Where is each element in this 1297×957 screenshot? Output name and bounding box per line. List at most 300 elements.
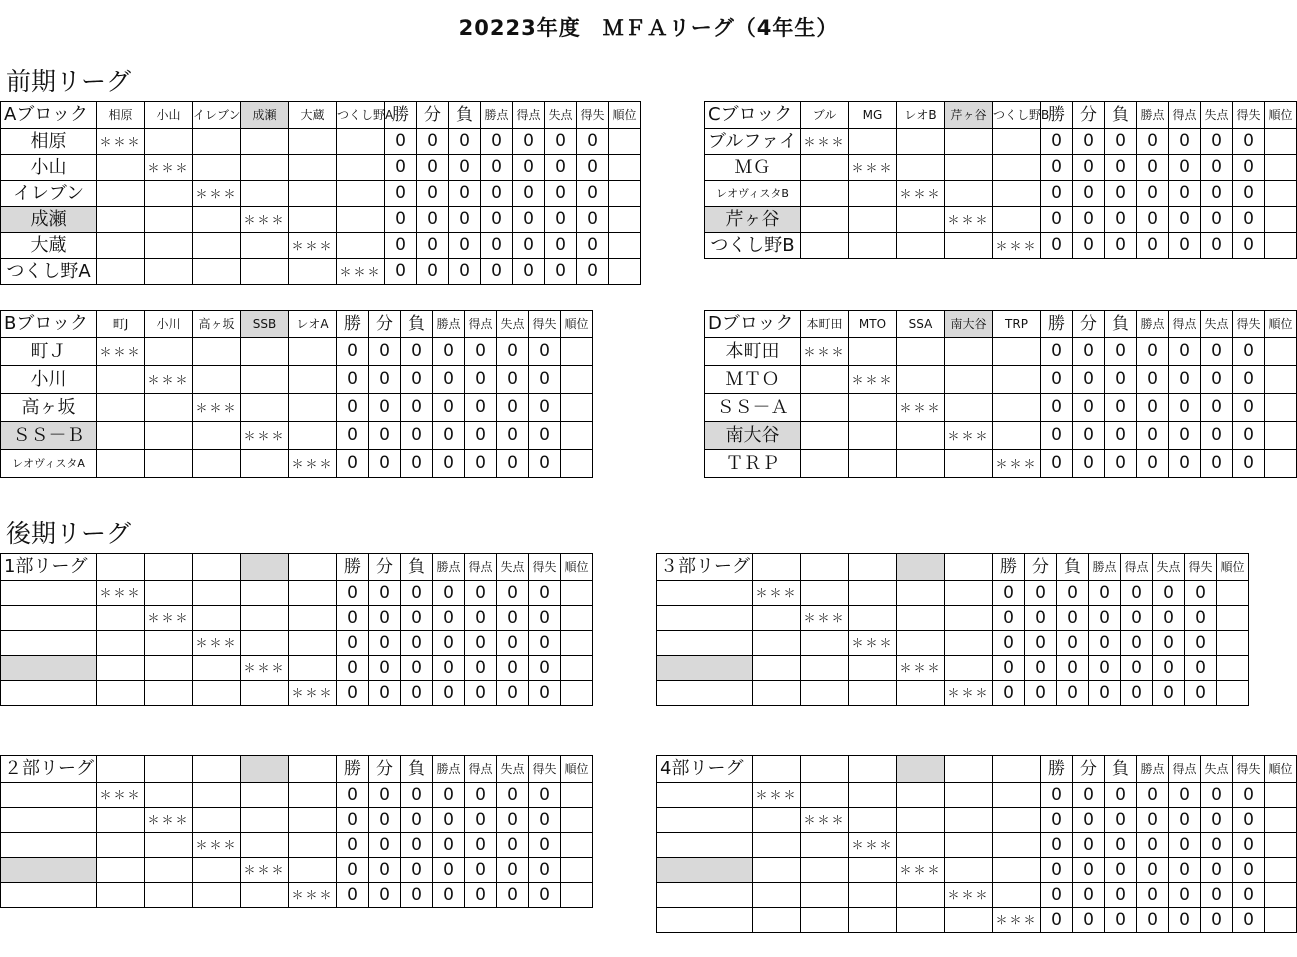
stat-value: 0 bbox=[1185, 581, 1217, 606]
match-cell bbox=[289, 422, 337, 450]
stat-value: 0 bbox=[1121, 681, 1153, 706]
stat-value: 0 bbox=[497, 808, 529, 833]
stat-value: 0 bbox=[465, 338, 497, 366]
match-cell bbox=[945, 129, 993, 155]
team-name: 相原 bbox=[1, 129, 97, 155]
table-row bbox=[705, 129, 1297, 155]
match-cell bbox=[849, 808, 897, 833]
team-name bbox=[1, 581, 97, 606]
stat-value: 0 bbox=[1025, 606, 1057, 631]
stat-value: 0 bbox=[385, 207, 417, 233]
match-cell bbox=[337, 155, 385, 181]
match-cell bbox=[97, 155, 145, 181]
opponent-header: 芹ヶ谷 bbox=[945, 102, 993, 129]
match-cell bbox=[241, 883, 289, 908]
stat-value: 0 bbox=[1041, 858, 1073, 883]
stat-value: 0 bbox=[497, 450, 529, 478]
opponent-header bbox=[145, 756, 193, 783]
stat-value: 0 bbox=[369, 656, 401, 681]
match-cell bbox=[897, 338, 945, 366]
self-match-cell: ＊＊＊ bbox=[849, 366, 897, 394]
table-row bbox=[657, 631, 1249, 656]
stat-header: 分 bbox=[1025, 554, 1057, 581]
stat-value: 0 bbox=[1233, 366, 1265, 394]
rank-cell bbox=[1265, 233, 1297, 259]
stat-value: 0 bbox=[433, 656, 465, 681]
stat-value: 0 bbox=[1057, 681, 1089, 706]
stat-value: 0 bbox=[529, 422, 561, 450]
stat-value: 0 bbox=[497, 366, 529, 394]
rank-cell bbox=[561, 858, 593, 883]
league-table-l4 bbox=[656, 755, 1297, 933]
block-label: ３部リーグ bbox=[657, 554, 753, 581]
match-cell bbox=[145, 338, 193, 366]
match-cell bbox=[897, 366, 945, 394]
stat-value: 0 bbox=[481, 181, 513, 207]
match-cell bbox=[897, 808, 945, 833]
table-row bbox=[705, 207, 1297, 233]
self-match-cell: ＊＊＊ bbox=[241, 858, 289, 883]
table-row bbox=[1, 783, 593, 808]
rank-cell bbox=[561, 450, 593, 478]
stat-value: 0 bbox=[1105, 394, 1137, 422]
stat-value: 0 bbox=[1201, 833, 1233, 858]
match-cell bbox=[193, 233, 241, 259]
match-cell bbox=[289, 808, 337, 833]
stat-value: 0 bbox=[401, 883, 433, 908]
team-name bbox=[657, 606, 753, 631]
team-name: 成瀬 bbox=[1, 207, 97, 233]
table-row bbox=[705, 366, 1297, 394]
stat-value: 0 bbox=[465, 422, 497, 450]
stat-value: 0 bbox=[1201, 181, 1233, 207]
stat-value: 0 bbox=[545, 155, 577, 181]
match-cell bbox=[993, 207, 1041, 233]
match-cell bbox=[801, 833, 849, 858]
block-label: 1部リーグ bbox=[1, 554, 97, 581]
opponent-header bbox=[289, 756, 337, 783]
table-row bbox=[1, 450, 593, 478]
opponent-header bbox=[945, 554, 993, 581]
self-match-cell: ＊＊＊ bbox=[289, 681, 337, 706]
match-cell bbox=[289, 656, 337, 681]
stat-value: 0 bbox=[1169, 858, 1201, 883]
match-cell bbox=[945, 450, 993, 478]
stat-value: 0 bbox=[993, 581, 1025, 606]
team-name bbox=[1, 656, 97, 681]
stat-value: 0 bbox=[497, 631, 529, 656]
match-cell bbox=[337, 129, 385, 155]
stat-value: 0 bbox=[545, 181, 577, 207]
match-cell bbox=[801, 883, 849, 908]
match-cell bbox=[897, 883, 945, 908]
stat-header: 勝点 bbox=[433, 756, 465, 783]
match-cell bbox=[993, 883, 1041, 908]
rank-cell bbox=[1265, 181, 1297, 207]
early-league-heading: 前期リーグ bbox=[6, 67, 132, 96]
match-cell bbox=[241, 366, 289, 394]
stat-header: 得点 bbox=[1169, 311, 1201, 338]
stat-header: 順位 bbox=[561, 311, 593, 338]
opponent-header: MTO bbox=[849, 311, 897, 338]
stat-value: 0 bbox=[337, 450, 369, 478]
stat-value: 0 bbox=[401, 606, 433, 631]
rank-cell bbox=[1265, 450, 1297, 478]
stat-value: 0 bbox=[433, 366, 465, 394]
stat-value: 0 bbox=[401, 681, 433, 706]
match-cell bbox=[801, 450, 849, 478]
stat-value: 0 bbox=[1041, 908, 1073, 933]
stat-value: 0 bbox=[1233, 129, 1265, 155]
stat-value: 0 bbox=[465, 606, 497, 631]
stat-header: 順位 bbox=[1265, 756, 1297, 783]
match-cell bbox=[97, 207, 145, 233]
rank-cell bbox=[1265, 394, 1297, 422]
match-cell bbox=[801, 207, 849, 233]
stat-value: 0 bbox=[465, 883, 497, 908]
rank-cell bbox=[609, 129, 641, 155]
opponent-header bbox=[849, 554, 897, 581]
match-cell bbox=[193, 656, 241, 681]
rank-cell bbox=[1217, 581, 1249, 606]
stat-value: 0 bbox=[1025, 631, 1057, 656]
stat-value: 0 bbox=[497, 581, 529, 606]
match-cell bbox=[337, 181, 385, 207]
stat-value: 0 bbox=[449, 233, 481, 259]
team-name bbox=[657, 908, 753, 933]
stat-value: 0 bbox=[1201, 422, 1233, 450]
table-row bbox=[657, 858, 1297, 883]
team-name: 小川 bbox=[1, 366, 97, 394]
self-match-cell: ＊＊＊ bbox=[193, 394, 241, 422]
self-match-cell: ＊＊＊ bbox=[897, 181, 945, 207]
stat-value: 0 bbox=[1137, 883, 1169, 908]
table-row bbox=[1, 808, 593, 833]
stat-header: 分 bbox=[369, 554, 401, 581]
match-cell bbox=[97, 656, 145, 681]
match-cell bbox=[193, 422, 241, 450]
stat-value: 0 bbox=[465, 394, 497, 422]
stat-value: 0 bbox=[369, 338, 401, 366]
stat-value: 0 bbox=[401, 450, 433, 478]
stat-header: 勝点 bbox=[1137, 756, 1169, 783]
stat-header: 負 bbox=[1105, 311, 1137, 338]
stat-value: 0 bbox=[1041, 129, 1073, 155]
stat-value: 0 bbox=[417, 129, 449, 155]
team-name: 大蔵 bbox=[1, 233, 97, 259]
stat-header: 得失 bbox=[529, 756, 561, 783]
table-row bbox=[657, 833, 1297, 858]
stat-value: 0 bbox=[1121, 631, 1153, 656]
stat-value: 0 bbox=[1105, 338, 1137, 366]
stat-value: 0 bbox=[1121, 581, 1153, 606]
stat-value: 0 bbox=[1169, 129, 1201, 155]
self-match-cell: ＊＊＊ bbox=[193, 833, 241, 858]
stat-value: 0 bbox=[529, 681, 561, 706]
stat-value: 0 bbox=[1169, 366, 1201, 394]
self-match-cell: ＊＊＊ bbox=[97, 338, 145, 366]
stat-value: 0 bbox=[1073, 422, 1105, 450]
stat-header: 順位 bbox=[561, 554, 593, 581]
stat-header: 得点 bbox=[1169, 756, 1201, 783]
stat-value: 0 bbox=[1137, 833, 1169, 858]
stat-value: 0 bbox=[481, 233, 513, 259]
stat-value: 0 bbox=[1105, 366, 1137, 394]
stat-value: 0 bbox=[1073, 338, 1105, 366]
stat-value: 0 bbox=[513, 233, 545, 259]
rank-cell bbox=[561, 783, 593, 808]
stat-value: 0 bbox=[1073, 155, 1105, 181]
stat-header: 分 bbox=[1073, 102, 1105, 129]
stat-value: 0 bbox=[497, 883, 529, 908]
stat-value: 0 bbox=[1233, 422, 1265, 450]
match-cell bbox=[849, 450, 897, 478]
team-name: ＭＧ bbox=[705, 155, 801, 181]
opponent-header bbox=[97, 554, 145, 581]
stat-header: 失点 bbox=[545, 102, 577, 129]
block-label: Cブロック bbox=[705, 102, 801, 129]
match-cell bbox=[849, 338, 897, 366]
stat-value: 0 bbox=[529, 783, 561, 808]
stat-header: 得失 bbox=[1233, 311, 1265, 338]
match-cell bbox=[849, 129, 897, 155]
stat-value: 0 bbox=[1201, 366, 1233, 394]
table-row bbox=[1, 338, 593, 366]
stat-value: 0 bbox=[417, 207, 449, 233]
stat-value: 0 bbox=[401, 338, 433, 366]
match-cell bbox=[241, 631, 289, 656]
stat-value: 0 bbox=[369, 883, 401, 908]
match-cell bbox=[193, 808, 241, 833]
stat-header: 分 bbox=[1073, 756, 1105, 783]
match-cell bbox=[993, 338, 1041, 366]
stat-value: 0 bbox=[529, 338, 561, 366]
table-row bbox=[1, 606, 593, 631]
stat-value: 0 bbox=[1201, 394, 1233, 422]
self-match-cell: ＊＊＊ bbox=[97, 783, 145, 808]
stat-value: 0 bbox=[1233, 394, 1265, 422]
match-cell bbox=[97, 181, 145, 207]
stat-value: 0 bbox=[369, 366, 401, 394]
opponent-header: MG bbox=[849, 102, 897, 129]
team-name: 小山 bbox=[1, 155, 97, 181]
match-cell bbox=[945, 808, 993, 833]
match-cell bbox=[145, 181, 193, 207]
match-cell bbox=[289, 394, 337, 422]
stat-value: 0 bbox=[1169, 394, 1201, 422]
stat-value: 0 bbox=[1169, 883, 1201, 908]
stat-value: 0 bbox=[1073, 207, 1105, 233]
team-name bbox=[657, 808, 753, 833]
match-cell bbox=[193, 129, 241, 155]
stat-header: 失点 bbox=[1153, 554, 1185, 581]
stat-value: 0 bbox=[1233, 181, 1265, 207]
opponent-header: イレブン bbox=[193, 102, 241, 129]
stat-value: 0 bbox=[401, 631, 433, 656]
stat-value: 0 bbox=[993, 606, 1025, 631]
stat-value: 0 bbox=[577, 181, 609, 207]
stat-value: 0 bbox=[1073, 366, 1105, 394]
team-name bbox=[1, 631, 97, 656]
stat-value: 0 bbox=[1105, 858, 1137, 883]
stat-value: 0 bbox=[433, 858, 465, 883]
stat-header: 得点 bbox=[1169, 102, 1201, 129]
stat-value: 0 bbox=[369, 783, 401, 808]
match-cell bbox=[897, 783, 945, 808]
stat-value: 0 bbox=[1041, 181, 1073, 207]
rank-cell bbox=[1265, 207, 1297, 233]
stat-value: 0 bbox=[1137, 783, 1169, 808]
self-match-cell: ＊＊＊ bbox=[849, 155, 897, 181]
stat-value: 0 bbox=[1233, 833, 1265, 858]
rank-cell bbox=[561, 606, 593, 631]
stat-value: 0 bbox=[1169, 808, 1201, 833]
stat-value: 0 bbox=[529, 450, 561, 478]
table-row bbox=[1, 366, 593, 394]
stat-value: 0 bbox=[1137, 450, 1169, 478]
stat-value: 0 bbox=[385, 155, 417, 181]
team-name bbox=[1, 833, 97, 858]
stat-value: 0 bbox=[1073, 450, 1105, 478]
match-cell bbox=[897, 631, 945, 656]
stat-value: 0 bbox=[1073, 858, 1105, 883]
stat-value: 0 bbox=[513, 129, 545, 155]
stat-value: 0 bbox=[385, 259, 417, 285]
stat-value: 0 bbox=[449, 155, 481, 181]
opponent-header bbox=[945, 756, 993, 783]
match-cell bbox=[193, 883, 241, 908]
page-title: 20223年度 ＭＦＡリーグ（4年生） bbox=[458, 16, 839, 40]
stat-value: 0 bbox=[481, 129, 513, 155]
table-row bbox=[1, 581, 593, 606]
stat-value: 0 bbox=[1169, 207, 1201, 233]
stat-value: 0 bbox=[1105, 129, 1137, 155]
team-name bbox=[657, 833, 753, 858]
table-row bbox=[657, 908, 1297, 933]
match-cell bbox=[945, 908, 993, 933]
match-cell bbox=[849, 883, 897, 908]
opponent-header: 本町田 bbox=[801, 311, 849, 338]
stat-value: 0 bbox=[1025, 656, 1057, 681]
stat-value: 0 bbox=[497, 833, 529, 858]
stat-value: 0 bbox=[1201, 808, 1233, 833]
stat-value: 0 bbox=[1137, 808, 1169, 833]
self-match-cell: ＊＊＊ bbox=[97, 581, 145, 606]
team-name: つくし野B bbox=[705, 233, 801, 259]
opponent-header: 町J bbox=[97, 311, 145, 338]
stat-value: 0 bbox=[513, 259, 545, 285]
match-cell bbox=[289, 631, 337, 656]
stat-value: 0 bbox=[337, 883, 369, 908]
stat-header: 負 bbox=[1057, 554, 1089, 581]
self-match-cell: ＊＊＊ bbox=[849, 631, 897, 656]
rank-cell bbox=[561, 808, 593, 833]
opponent-header bbox=[193, 756, 241, 783]
match-cell bbox=[897, 581, 945, 606]
match-cell bbox=[945, 631, 993, 656]
stat-header: 負 bbox=[401, 554, 433, 581]
table-row bbox=[705, 338, 1297, 366]
rank-cell bbox=[561, 681, 593, 706]
table-row bbox=[705, 233, 1297, 259]
stat-value: 0 bbox=[337, 833, 369, 858]
table-row bbox=[657, 656, 1249, 681]
stat-value: 0 bbox=[465, 858, 497, 883]
match-cell bbox=[897, 129, 945, 155]
table-row bbox=[657, 883, 1297, 908]
stat-value: 0 bbox=[529, 394, 561, 422]
league-table-d bbox=[704, 310, 1297, 478]
rank-cell bbox=[1265, 338, 1297, 366]
match-cell bbox=[897, 422, 945, 450]
stat-value: 0 bbox=[465, 366, 497, 394]
stat-value: 0 bbox=[1169, 181, 1201, 207]
stat-value: 0 bbox=[433, 883, 465, 908]
stat-header: 勝点 bbox=[1089, 554, 1121, 581]
team-name: 本町田 bbox=[705, 338, 801, 366]
stat-value: 0 bbox=[449, 207, 481, 233]
rank-cell bbox=[609, 181, 641, 207]
stat-value: 0 bbox=[401, 858, 433, 883]
self-match-cell: ＊＊＊ bbox=[801, 129, 849, 155]
match-cell bbox=[193, 858, 241, 883]
rank-cell bbox=[1265, 783, 1297, 808]
match-cell bbox=[945, 833, 993, 858]
stat-header: 得点 bbox=[465, 554, 497, 581]
rank-cell bbox=[561, 422, 593, 450]
match-cell bbox=[193, 155, 241, 181]
table-row bbox=[1, 394, 593, 422]
stat-header: 勝点 bbox=[1137, 102, 1169, 129]
stat-value: 0 bbox=[1105, 207, 1137, 233]
match-cell bbox=[97, 233, 145, 259]
match-cell bbox=[849, 581, 897, 606]
match-cell bbox=[753, 833, 801, 858]
stat-value: 0 bbox=[1105, 833, 1137, 858]
team-name bbox=[657, 681, 753, 706]
opponent-header bbox=[97, 756, 145, 783]
match-cell bbox=[145, 129, 193, 155]
stat-header: 順位 bbox=[1217, 554, 1249, 581]
match-cell bbox=[145, 858, 193, 883]
self-match-cell: ＊＊＊ bbox=[945, 207, 993, 233]
stat-value: 0 bbox=[1041, 883, 1073, 908]
rank-cell bbox=[561, 631, 593, 656]
match-cell bbox=[145, 394, 193, 422]
team-name: つくし野A bbox=[1, 259, 97, 285]
match-cell bbox=[993, 422, 1041, 450]
stat-value: 0 bbox=[369, 808, 401, 833]
stat-value: 0 bbox=[385, 181, 417, 207]
block-label: Dブロック bbox=[705, 311, 801, 338]
rank-cell bbox=[561, 833, 593, 858]
match-cell bbox=[97, 858, 145, 883]
match-cell bbox=[289, 581, 337, 606]
stat-value: 0 bbox=[529, 606, 561, 631]
match-cell bbox=[753, 656, 801, 681]
team-name bbox=[657, 783, 753, 808]
table-row bbox=[1, 181, 641, 207]
stat-header: 得失 bbox=[577, 102, 609, 129]
stat-value: 0 bbox=[1185, 631, 1217, 656]
match-cell bbox=[801, 783, 849, 808]
stat-value: 0 bbox=[369, 631, 401, 656]
stat-value: 0 bbox=[513, 181, 545, 207]
self-match-cell: ＊＊＊ bbox=[241, 422, 289, 450]
match-cell bbox=[193, 338, 241, 366]
match-cell bbox=[97, 450, 145, 478]
stat-value: 0 bbox=[1089, 681, 1121, 706]
